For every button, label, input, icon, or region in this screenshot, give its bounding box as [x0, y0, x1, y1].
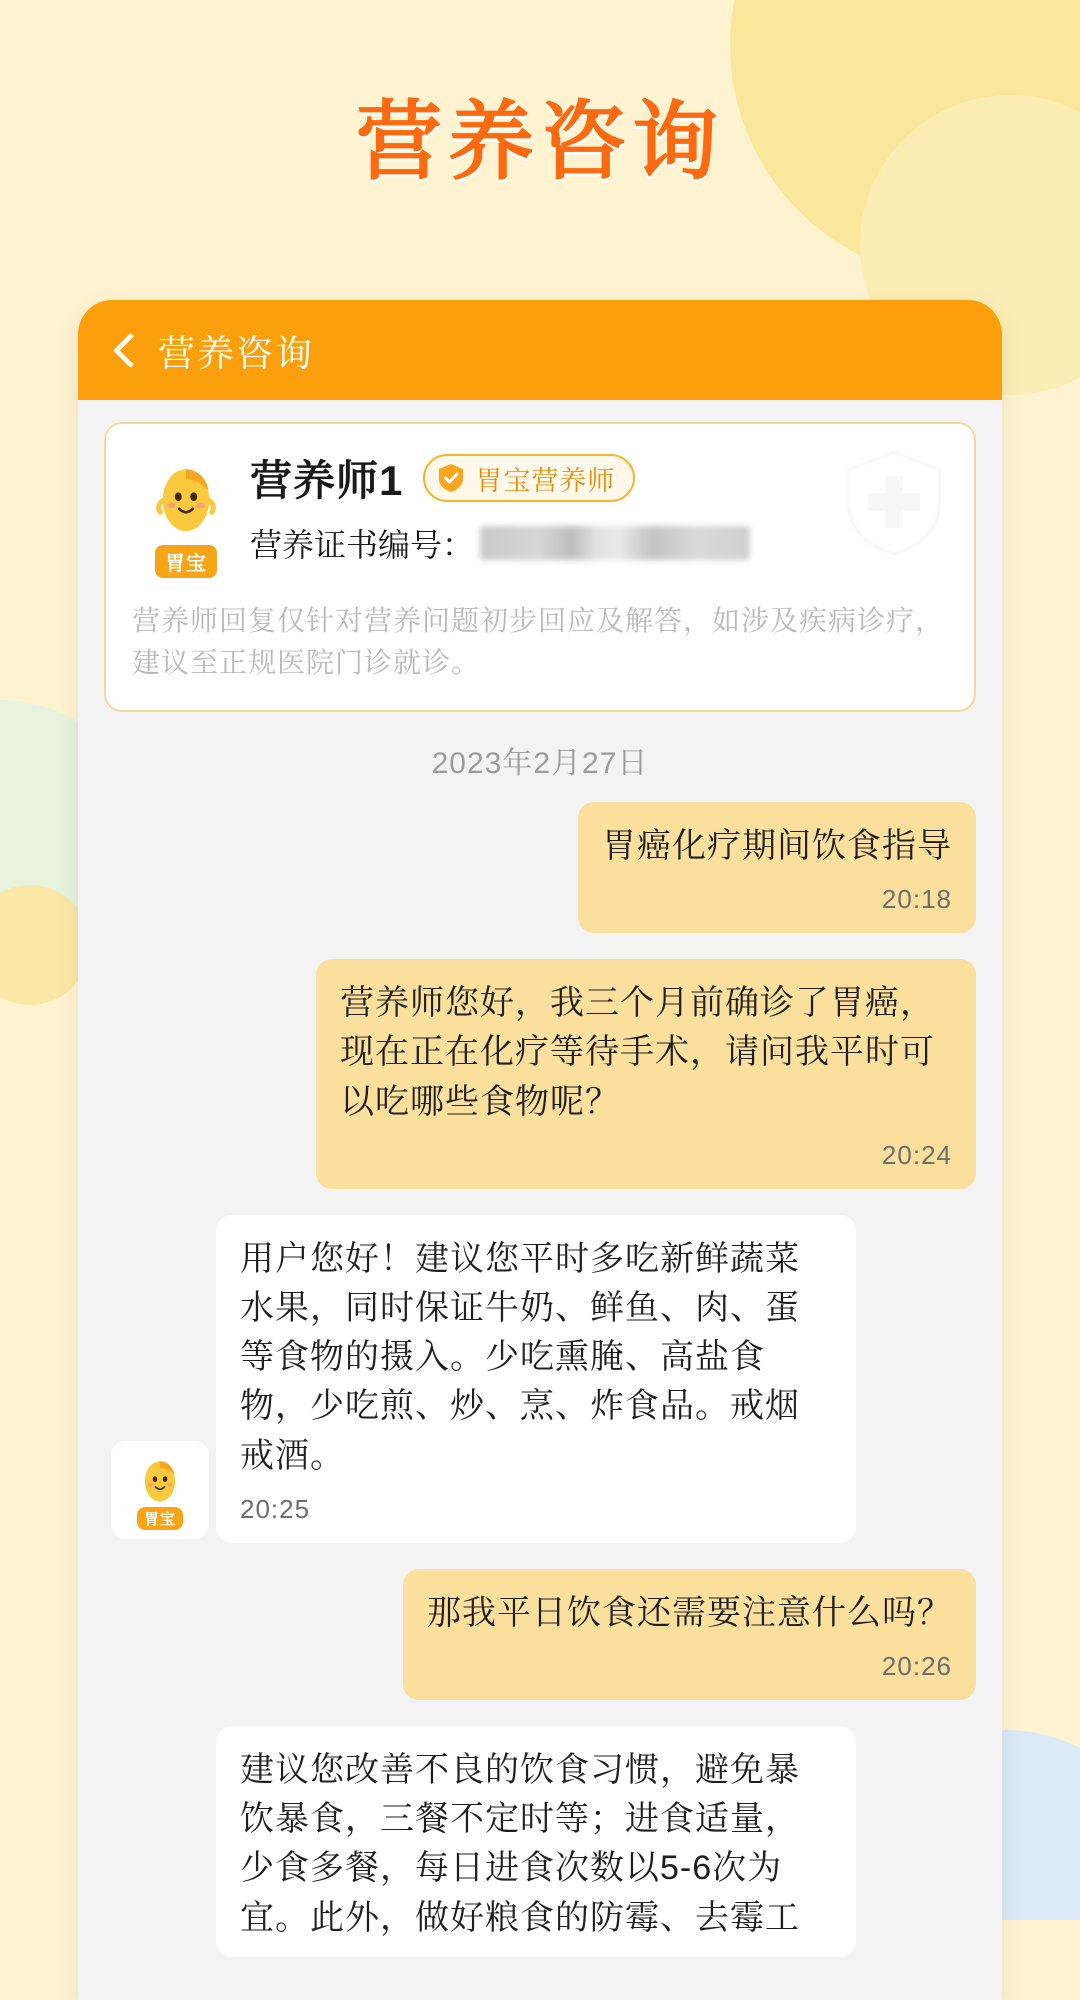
message-time: 20:24	[881, 1139, 952, 1170]
message-time: 20:18	[881, 884, 952, 915]
message-text: 营养师您好，我三个月前确诊了胃癌，现在正在化疗等待手术，请问我平时可以吃哪些食物呢？	[340, 983, 935, 1121]
chat-header	[78, 300, 1002, 400]
avatar	[132, 448, 240, 578]
message-bubble-user[interactable]	[578, 802, 976, 933]
chat-screen	[78, 300, 1002, 2000]
certificate-label: 营养证书编号：	[250, 527, 475, 563]
status-badge	[423, 454, 635, 502]
message-text: 胃癌化疗期间饮食指导	[602, 827, 952, 865]
message-text: 那我平日饮食还需要注意什么吗？	[427, 1593, 952, 1632]
disclaimer-text: 营养师回复仅针对营养问题初步回应及解答，如涉及疾病诊疗，建议至正规医院门诊就诊。	[132, 605, 945, 678]
mascot-label: 胃宝	[137, 1507, 183, 1530]
message-row	[104, 1726, 976, 1957]
avatar-placeholder	[104, 1726, 216, 1957]
message-bubble-nutritionist[interactable]	[216, 1215, 856, 1543]
message-time: 20:25	[240, 1494, 311, 1525]
message-row	[104, 1215, 976, 1543]
message-row	[104, 802, 976, 933]
message-bubble-nutritionist[interactable]	[216, 1726, 856, 1957]
status-badge-label: 胃宝营养师	[475, 465, 616, 496]
date-divider: 2023年2月27日	[431, 747, 649, 780]
medical-cross-icon	[840, 448, 948, 556]
message-text: 建议您改善不良的饮食习惯，避免暴饮暴食，三餐不定时等；进食适量，少食多餐，每日进食次数以5-6次为宜。此外，做好粮食的防霉、去霉工	[240, 1750, 800, 1937]
nutritionist-info-card	[104, 422, 976, 712]
mascot-icon	[132, 1450, 188, 1506]
mascot-label: 胃宝	[155, 545, 217, 578]
chat-header-title: 营养咨询	[158, 333, 314, 374]
message-time: 20:26	[881, 1651, 952, 1682]
avatar	[104, 1215, 216, 1543]
message-bubble-user[interactable]	[403, 1569, 976, 1700]
mascot-icon	[143, 452, 229, 538]
certificate-value-masked	[480, 526, 750, 560]
message-list	[78, 738, 1002, 1957]
message-bubble-user[interactable]	[316, 959, 976, 1189]
nutritionist-name: 营养师1	[250, 457, 404, 504]
chevron-left-icon[interactable]	[108, 333, 142, 367]
message-text: 用户您好！建议您平时多吃新鲜蔬菜水果，同时保证牛奶、鲜鱼、肉、蛋等食物的摄入。少吃熏腌、高盐食物，少吃煎、炒、烹、炸食品。戒烟戒酒。	[240, 1239, 800, 1475]
shield-check-icon	[437, 463, 465, 493]
page-title: 营养咨询	[356, 94, 724, 190]
message-row	[104, 1569, 976, 1700]
message-row	[104, 959, 976, 1189]
